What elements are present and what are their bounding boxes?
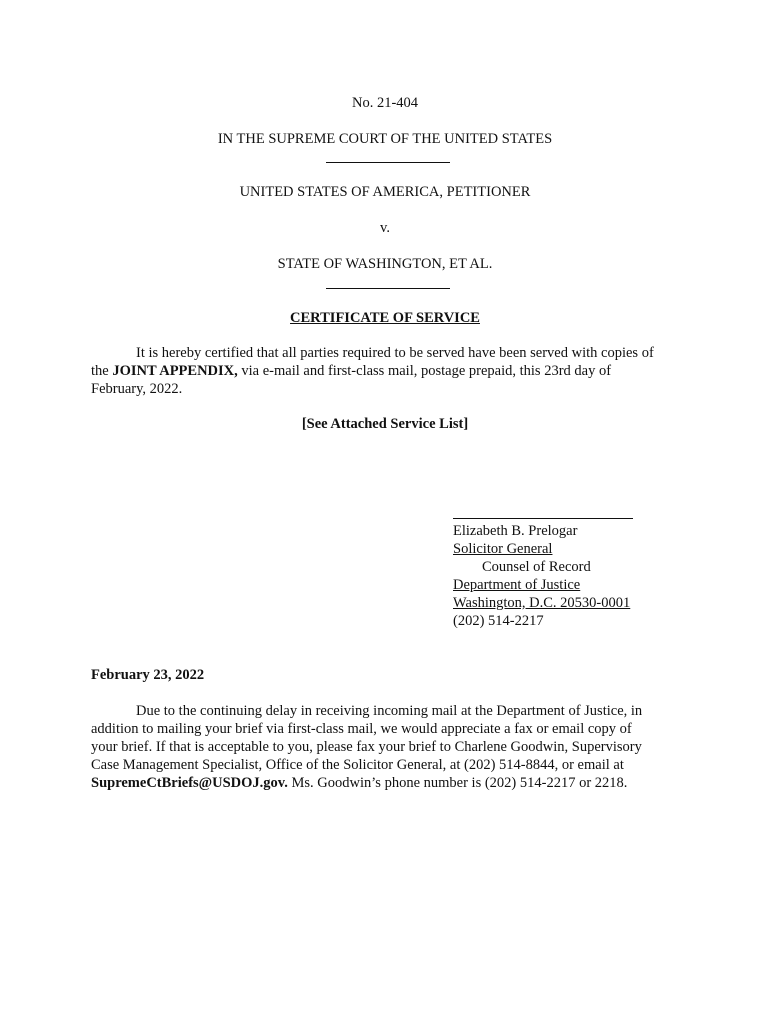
certificate-line-2 — [91, 362, 691, 380]
signer-name: Elizabeth B. Prelogar — [453, 523, 578, 539]
signer-title: Solicitor General — [453, 541, 553, 557]
notice-line-5-suffix: Ms. Goodwin’s phone number is (202) 514-2217 or 2218. — [287, 775, 628, 791]
petitioner-line: UNITED STATES OF AMERICA, PETITIONER — [239, 184, 531, 200]
notice-date: February 23, 2022 — [91, 667, 205, 683]
notice-line-3: your brief. If that is acceptable to you, please fax your brief to Charlene Goodwin, Supervisory — [91, 739, 642, 755]
certificate-body — [91, 344, 691, 398]
certificate-line-2-prefix: the — [91, 363, 113, 379]
signer-phone: (202) 514-2217 — [453, 613, 544, 629]
notice-body — [91, 702, 691, 792]
document-title-bold: JOINT APPENDIX, — [112, 363, 238, 379]
certificate-line-1: It is hereby certified that all parties required to be served have been served with copies of — [136, 345, 654, 361]
notice-line-2: addition to mailing your brief via first-class mail, we would appreciate a fax or email copy of — [91, 721, 632, 737]
signature-block — [453, 522, 693, 630]
respondent-line: STATE OF WASHINGTON, ET AL. — [277, 256, 493, 272]
certificate-line-2-suffix: via e-mail and first-class mail, postage prepaid, this 23rd day of — [237, 363, 612, 379]
signer-department: Department of Justice — [453, 577, 581, 593]
caption-divider-top — [326, 162, 450, 163]
notice-line-4: Case Management Specialist, Office of the Solicitor General, at (202) 514-8844, or email at — [91, 757, 624, 773]
signer-role: Counsel of Record — [482, 559, 591, 575]
case-number: No. 21-404 — [351, 95, 419, 111]
versus-line: v. — [380, 220, 390, 236]
court-name: IN THE SUPREME COURT OF THE UNITED STATES — [217, 131, 553, 147]
notice-line-1: Due to the continuing delay in receiving incoming mail at the Department of Justice, in — [136, 703, 643, 719]
service-list-note: [See Attached Service List] — [301, 416, 469, 432]
certificate-line-3: February, 2022. — [91, 381, 183, 397]
certificate-heading: CERTIFICATE OF SERVICE — [290, 310, 480, 326]
notice-line-5 — [91, 774, 691, 792]
signer-address: Washington, D.C. 20530-0001 — [453, 595, 631, 611]
email-address: SupremeCtBriefs@USDOJ.gov. — [91, 775, 288, 791]
signature-line — [453, 518, 633, 519]
caption-divider-bottom — [326, 288, 450, 289]
